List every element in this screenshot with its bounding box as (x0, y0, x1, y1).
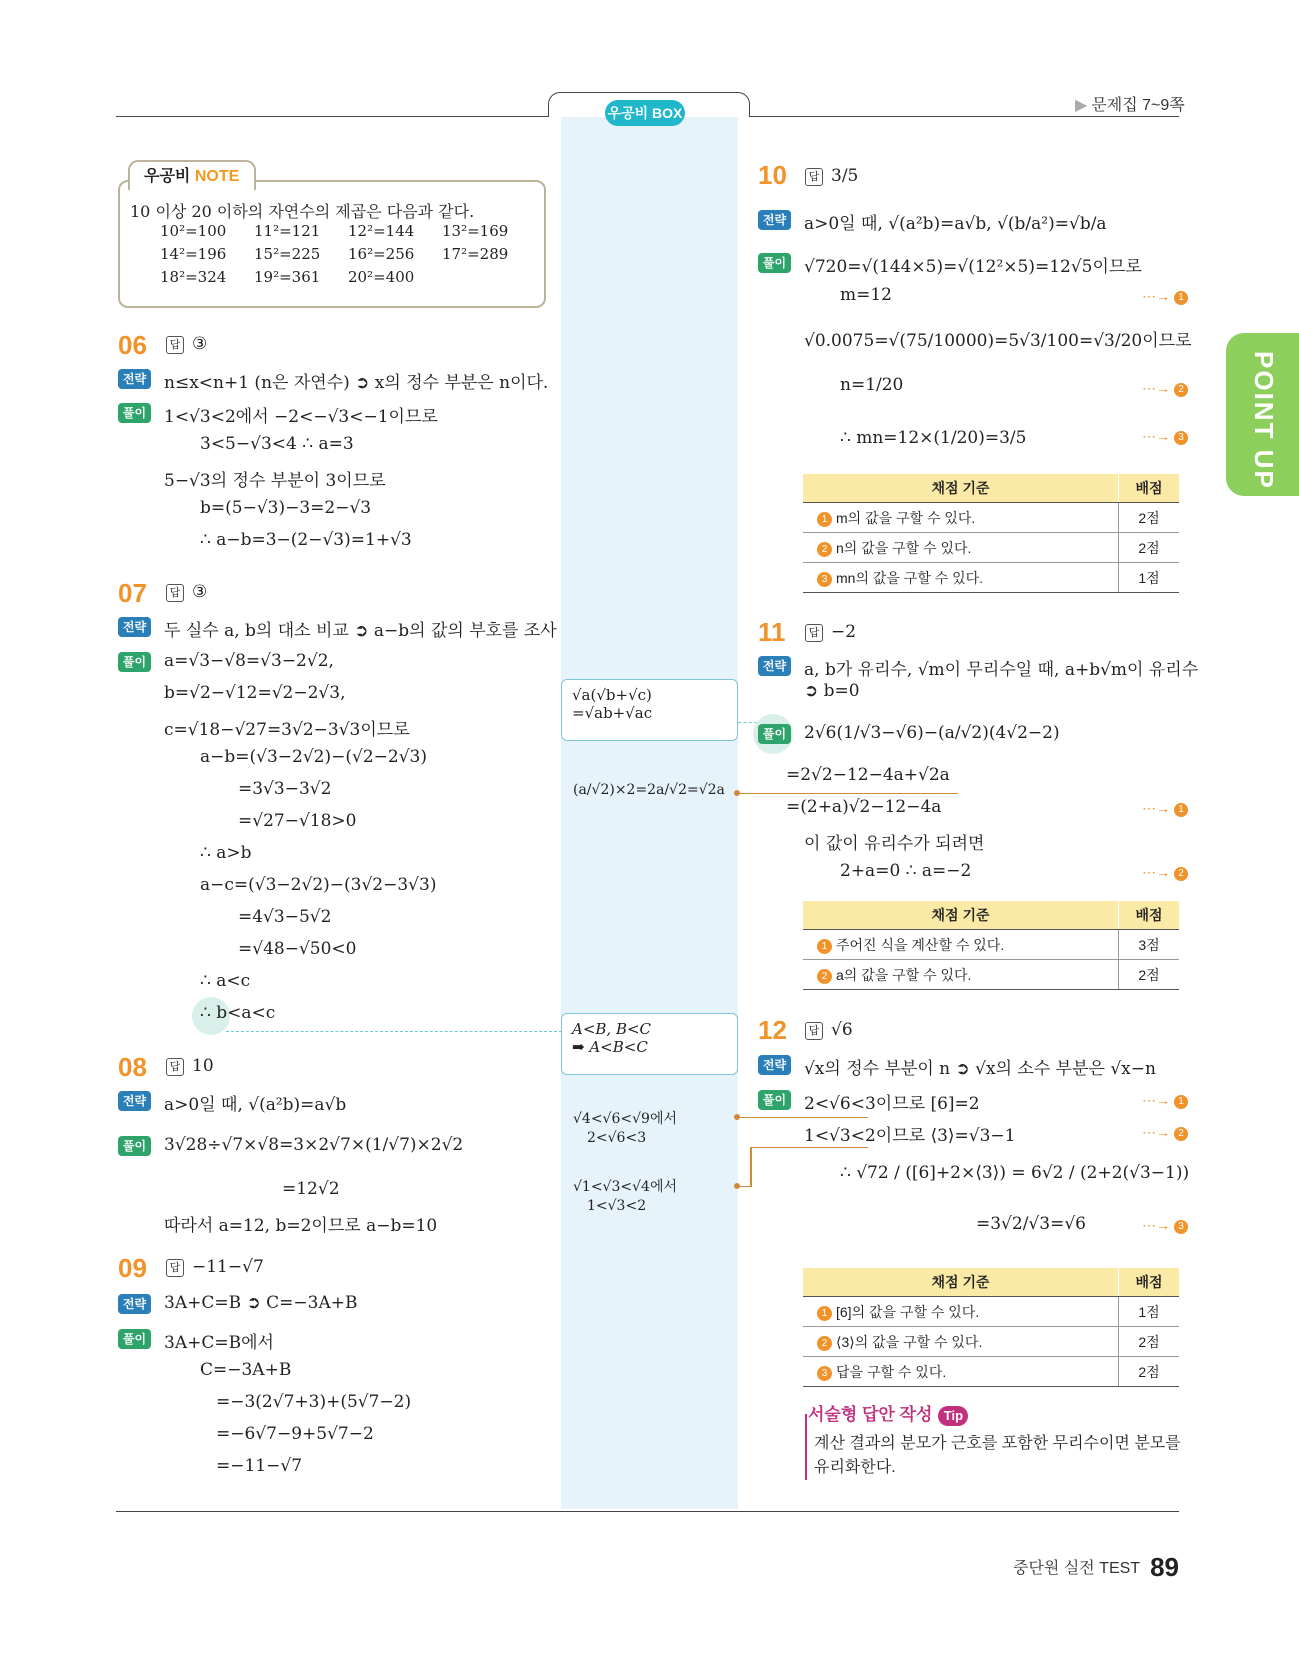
workbook-reference (1075, 92, 1185, 115)
criterion-num: 1 (817, 1306, 832, 1321)
note-tab-prefix: 우공비 (144, 168, 195, 185)
box-note-line: √a(√b+√c) (572, 686, 652, 704)
answer (805, 1020, 853, 1040)
answer-value: 10 (192, 1056, 214, 1076)
solution-line: =12√2 (282, 1179, 340, 1199)
square-item: 15²=225 (254, 245, 321, 263)
solution-tag: 풀이 (118, 1329, 151, 1349)
solution-line: √720=√(144×5)=√(12²×5)=12√5이므로 (804, 257, 1142, 277)
score-marker-num: 3 (1174, 431, 1188, 445)
solution-line: =4√3−5√2 (238, 907, 332, 927)
points: 1점 (1119, 1297, 1180, 1327)
square-item: 16²=256 (348, 245, 415, 263)
score-marker: ⋯→ 3 (1142, 1217, 1188, 1234)
score-marker: ⋯→ 2 (1142, 864, 1188, 881)
score-marker: ⋯→ 1 (1142, 800, 1188, 817)
solution-line: ∴ a>b (200, 843, 252, 863)
note-tab-suffix: NOTE (194, 168, 240, 185)
solution-line: C=−3A+B (200, 1360, 292, 1380)
answer-value: −11−√7 (192, 1257, 264, 1277)
solution-line: a−c=(√3−2√2)−(3√2−3√3) (200, 875, 437, 895)
solution-line: 이 값이 유리수가 되려면 (804, 834, 985, 854)
solution-line: c=√18−√27=3√2−3√3이므로 (164, 720, 410, 740)
connector-line (750, 1147, 868, 1148)
strategy-tag: 전략 (118, 617, 151, 637)
table-row (803, 1297, 1179, 1327)
points: 1점 (1119, 563, 1180, 593)
box-note-text: 1<√3<2 (587, 1198, 647, 1214)
square-item: 13²=169 (442, 222, 509, 240)
score-marker: ⋯→ 2 (1142, 380, 1188, 397)
criterion-text: a의 값을 구할 수 있다. (836, 966, 972, 983)
tip-badge: Tip (938, 1406, 968, 1426)
criterion-num: 2 (817, 969, 832, 984)
answer (166, 1257, 264, 1277)
box-note-line: A<B, B<C (572, 1020, 652, 1038)
tip-title (808, 1400, 968, 1426)
answer-icon: 답 (166, 336, 184, 354)
score-marker: ⋯→ 3 (1142, 428, 1188, 445)
table-header: 배점 (1119, 474, 1180, 503)
points: 2점 (1119, 533, 1180, 563)
solution-line: ∴ b<a<c (200, 1003, 276, 1023)
criterion-text: 답을 구할 수 있다. (836, 1363, 947, 1380)
answer (166, 1056, 214, 1076)
strategy-text: √x의 정수 부분이 n ➲ √x의 소수 부분은 √x−n (804, 1059, 1156, 1079)
solution-tag: 풀이 (118, 403, 151, 423)
strategy-tag: 전략 (758, 1055, 791, 1075)
box-note-text: √4<√6<√9에서 (573, 1111, 677, 1127)
answer (805, 622, 856, 642)
points: 2점 (1119, 503, 1180, 533)
note-tab (128, 160, 256, 190)
point-up-tab (1226, 333, 1299, 496)
table-header: 채점 기준 (803, 474, 1119, 503)
solution-tag: 풀이 (758, 1090, 791, 1110)
connector-dot (734, 1183, 740, 1189)
solution-line: n=1/20 (840, 375, 904, 395)
solution-line: ∴ √72 / ([6]+2×⟨3⟩) = 6√2 / (2+2(√3−1)) (840, 1163, 1190, 1183)
table-row (803, 1327, 1179, 1357)
connector-dot (734, 1114, 740, 1120)
scoring-table (803, 1268, 1179, 1387)
table-header: 배점 (1119, 1268, 1180, 1297)
solution-line: 3A+C=B에서 (164, 1333, 274, 1353)
box-note-line: ➡ A<B<C (572, 1038, 648, 1056)
score-marker-num: 2 (1174, 1127, 1188, 1141)
square-item: 18²=324 (160, 268, 227, 286)
points: 3점 (1119, 930, 1180, 960)
box-note-line: =√ab+√ac (572, 704, 653, 722)
answer-icon: 답 (166, 1058, 184, 1076)
box-note-text: (a/√2)×2=2a/√2=√2a (573, 782, 725, 798)
table-header: 배점 (1119, 901, 1180, 930)
answer-value: ③ (192, 582, 208, 602)
strategy-text: a>0일 때, √(a²b)=a√b, √(b/a²)=√b/a (804, 214, 1107, 234)
connector-line (738, 1117, 868, 1118)
answer-icon: 답 (166, 1259, 184, 1277)
table-header: 채점 기준 (803, 901, 1119, 930)
table-row (803, 930, 1179, 960)
solution-tag: 풀이 (118, 652, 151, 672)
table-row (803, 503, 1179, 533)
page-number: 89 (1150, 1552, 1179, 1582)
box-note (561, 679, 738, 741)
problem-number: 08 (118, 1052, 147, 1082)
points: 2점 (1119, 1327, 1180, 1357)
problem-number: 11 (758, 617, 786, 647)
solution-line: m=12 (840, 285, 892, 305)
triangle-icon: ▶ (1075, 97, 1088, 114)
box-note-text: √1<√3<√4에서 (573, 1179, 677, 1195)
footer-label: 중단원 실전 TEST (1013, 1560, 1141, 1577)
answer-icon: 답 (805, 1022, 823, 1040)
answer-value: 3/5 (831, 166, 859, 186)
strategy-tag: 전략 (118, 369, 151, 389)
strategy-text: a, b가 유리수, √m이 무리수일 때, a+b√m이 유리수 (804, 660, 1199, 680)
solution-line: b=(5−√3)−3=2−√3 (200, 498, 372, 518)
solution-line: 1<√3<2에서 −2<−√3<−1이므로 (164, 407, 438, 427)
problem-number: 06 (118, 330, 147, 360)
square-item: 10²=100 (160, 222, 227, 240)
solution-line: =√48−√50<0 (238, 939, 357, 959)
square-item: 12²=144 (348, 222, 415, 240)
problem-number: 10 (758, 160, 787, 190)
note-title: 10 이상 20 이하의 자연수의 제곱은 다음과 같다. (130, 202, 475, 221)
tip-rule (805, 1414, 807, 1480)
score-marker: ⋯→ 1 (1142, 1092, 1188, 1109)
solution-tag: 풀이 (758, 253, 791, 273)
answer (166, 334, 207, 354)
solution-line: =√27−√18>0 (238, 811, 357, 831)
criterion-text: mn의 값을 구할 수 있다. (836, 569, 984, 586)
tip-title-text: 서술형 답안 작성 (808, 1405, 933, 1424)
solution-line: a=√3−√8=√3−2√2, (164, 651, 334, 671)
strategy-tag: 전략 (118, 1294, 151, 1314)
solution-line: ∴ a−b=3−(2−√3)=1+√3 (200, 530, 412, 550)
solution-line: =−6√7−9+5√7−2 (216, 1424, 374, 1444)
strategy-tag: 전략 (118, 1091, 151, 1111)
answer-icon: 답 (805, 624, 823, 642)
solution-line: ∴ a<c (200, 971, 251, 991)
square-item: 14²=196 (160, 245, 227, 263)
answer-icon: 답 (166, 584, 184, 602)
solution-tag: 풀이 (118, 1136, 151, 1156)
answer-value: √6 (831, 1020, 853, 1040)
criterion-text: [6]의 값을 구할 수 있다. (836, 1303, 980, 1320)
score-marker: ⋯→ 1 (1142, 288, 1188, 305)
criterion-num: 1 (817, 512, 832, 527)
points: 2점 (1119, 960, 1180, 990)
score-marker-num: 2 (1174, 867, 1188, 881)
score-marker-num: 1 (1174, 803, 1188, 817)
answer-icon: 답 (805, 168, 823, 186)
solution-line: =−3(2√7+3)+(5√7−2) (216, 1392, 412, 1412)
table-row (803, 533, 1179, 563)
score-marker-num: 2 (1174, 383, 1188, 397)
criterion-text: ⟨3⟩의 값을 구할 수 있다. (836, 1333, 983, 1350)
strategy-text: ➲ b=0 (804, 681, 860, 701)
criterion-num: 2 (817, 1336, 832, 1351)
answer (166, 582, 207, 602)
answer (805, 166, 858, 186)
connector-line (738, 793, 958, 794)
square-item: 11²=121 (254, 222, 321, 240)
strategy-text: n≤x<n+1 (n은 자연수) ➲ x의 정수 부분은 n이다. (164, 373, 549, 393)
criterion-text: n의 값을 구할 수 있다. (836, 539, 972, 556)
table-row (803, 1357, 1179, 1387)
solution-tag: 풀이 (758, 724, 791, 744)
solution-line: 2√6(1/√3−√6)−(a/√2)(4√2−2) (804, 723, 1060, 743)
strategy-text: 3A+C=B ➲ C=−3A+B (164, 1293, 358, 1313)
strategy-tag: 전략 (758, 210, 791, 230)
score-marker-num: 3 (1174, 1220, 1188, 1234)
solution-line: √0.0075=√(75/10000)=5√3/100=√3/20이므로 (804, 331, 1192, 351)
connector-dot (734, 790, 740, 796)
box-column (561, 117, 738, 1509)
strategy-text: a>0일 때, √(a²b)=a√b (164, 1095, 347, 1115)
criterion-text: m의 값을 구할 수 있다. (836, 509, 976, 526)
criterion-num: 3 (817, 572, 832, 587)
footer-rule (116, 1511, 1179, 1512)
point-up-label: POINT UP (1249, 351, 1279, 490)
score-marker-num: 1 (1174, 1095, 1188, 1109)
solution-line: =(2+a)√2−12−4a (786, 797, 942, 817)
box-note (561, 1013, 738, 1075)
solution-line: a−b=(√3−2√2)−(√2−2√3) (200, 747, 427, 767)
solution-line: 2+a=0 ∴ a=−2 (840, 861, 972, 881)
solution-line: 따라서 a=12, b=2이므로 a−b=10 (164, 1216, 438, 1236)
scoring-table (803, 474, 1179, 593)
strategy-tag: 전략 (758, 656, 791, 676)
square-item: 20²=400 (348, 268, 415, 286)
score-marker-num: 1 (1174, 291, 1188, 305)
answer-value: ③ (192, 334, 208, 354)
square-item: 17²=289 (442, 245, 509, 263)
table-header: 채점 기준 (803, 1268, 1119, 1297)
points: 2점 (1119, 1357, 1180, 1387)
ref-text: 문제집 7~9쪽 (1091, 97, 1185, 114)
problem-number: 07 (118, 578, 147, 608)
solution-line: =−11−√7 (216, 1456, 303, 1476)
box-badge: 우공비 BOX (605, 100, 685, 126)
problem-number: 12 (758, 1015, 787, 1045)
score-marker: ⋯→ 2 (1142, 1124, 1188, 1141)
scoring-table (803, 901, 1179, 990)
table-row (803, 960, 1179, 990)
answer-value: −2 (831, 622, 857, 642)
tip-body: 계산 결과의 분모가 근호를 포함한 무리수이면 분모를 유리화한다. (814, 1435, 1181, 1476)
solution-line: b=√2−√12=√2−2√3, (164, 683, 346, 703)
footer (1013, 1552, 1179, 1583)
solution-line: 3√28÷√7×√8=3×2√7×(1/√7)×2√2 (164, 1135, 464, 1155)
solution-line: =3√2/√3=√6 (976, 1214, 1086, 1234)
strategy-text: 두 실수 a, b의 대소 비교 ➲ a−b의 값의 부호를 조사 (164, 621, 557, 641)
criterion-num: 1 (817, 939, 832, 954)
solution-line: =3√3−3√2 (238, 779, 332, 799)
solution-line: 2<√6<3이므로 [6]=2 (804, 1094, 980, 1114)
solution-line: =2√2−12−4a+√2a (786, 765, 950, 785)
solution-line: 5−√3의 정수 부분이 3이므로 (164, 471, 386, 491)
table-row (803, 563, 1179, 593)
solution-line: ∴ mn=12×(1/20)=3/5 (840, 428, 1027, 448)
box-note-text: 2<√6<3 (587, 1130, 647, 1146)
square-item: 19²=361 (254, 268, 321, 286)
connector-line (226, 1031, 562, 1032)
connector-line (750, 1147, 752, 1187)
criterion-num: 2 (817, 542, 832, 557)
solution-line: 1<√3<2이므로 ⟨3⟩=√3−1 (804, 1126, 1016, 1146)
problem-number: 09 (118, 1253, 147, 1283)
criterion-num: 3 (817, 1366, 832, 1381)
criterion-text: 주어진 식을 계산할 수 있다. (836, 936, 1005, 953)
solution-line: 3<5−√3<4 ∴ a=3 (200, 434, 354, 454)
